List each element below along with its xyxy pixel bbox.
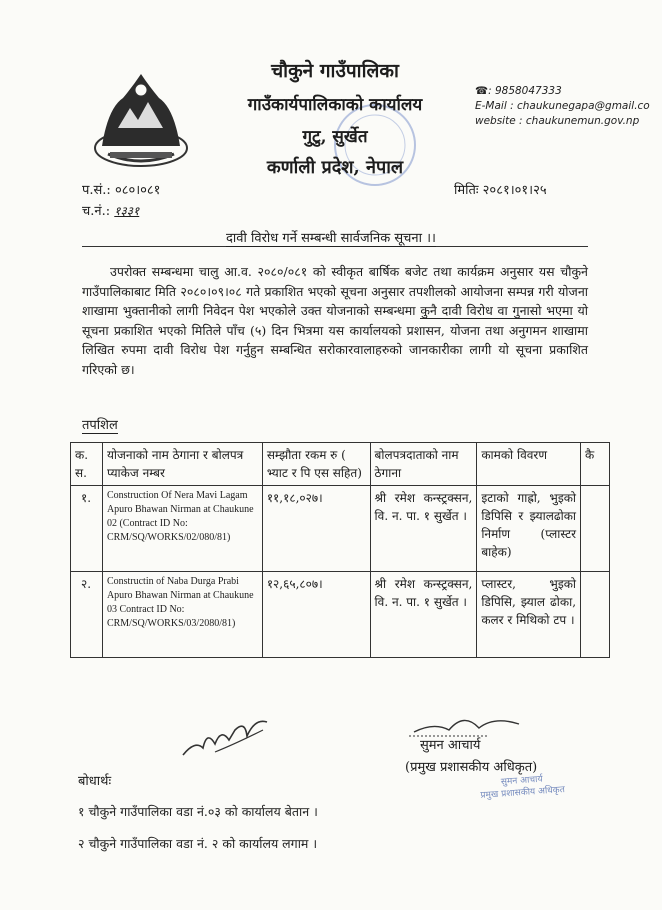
cc-item: १ चौकुने गाउँपालिका वडा नं.०३ को कार्यालय बेतान । <box>78 804 318 819</box>
body-text-underlined: कुनै दावी विरोध वा गुनासो भएमा <box>420 303 573 318</box>
notice-date: मितिः २०८१।०१।२५ <box>454 183 547 198</box>
cc-item: २ चौकुने गाउँपालिका वडा नं. २ को कार्यालय लगाम । <box>78 836 318 851</box>
cell-amount: ११,१८,०२७। <box>262 486 370 572</box>
cell-remark <box>581 572 610 658</box>
col-header-sn: क. स. <box>71 443 103 486</box>
col-header-remark: कै <box>581 443 610 486</box>
chalani-number <box>82 201 139 219</box>
contact-block <box>475 84 655 129</box>
cell-sn: २. <box>71 572 103 658</box>
header-province: कर्णाली प्रदेश, नेपाल <box>266 157 404 178</box>
table-row <box>71 572 610 658</box>
signatory-name: सुमन आचार्य <box>420 738 481 753</box>
table-row <box>71 486 610 572</box>
body-text-1: उपरोक्त सम्बन्धमा चालु आ.व. २०८०/०८१ को स्वीकृत बार्षिक बजेट तथा कार्यक्रम अनुसार यस चौकुने गाउँपालिकाबाट मिति २०८०।०९।०८ गते प्रकाशित भएको सूचना अनुसार तपशीलको आयोजना सम्पन्न गरी योजना शाखामा भुक्तानीको लागी निवेदन पेश भएकोले उक्त योजनाको सम्बन्धमा <box>82 264 588 318</box>
cell-project: Constructin of Naba Durga Prabi Apuro Bhawan Nirman at Chaukune 03 Contract ID No: CRM/SQ/WORKS/03/2080/81) <box>102 572 262 658</box>
tapasil-heading <box>82 415 118 433</box>
cell-work: प्लास्टर, भुइको डिपिसि, झ्याल ढोका, कलर र मिथिको टप । <box>477 572 581 658</box>
cell-remark <box>581 486 610 572</box>
phone-number: ☎: 9858047333 <box>475 85 562 97</box>
project-table <box>70 442 610 658</box>
tapasil-text: तपशिल <box>82 418 118 433</box>
header-office: गाउँकार्यपालिकाको कार्यालय <box>247 95 423 115</box>
stamp-name: सुमन आचार्य <box>500 774 544 788</box>
cell-sn: १. <box>71 486 103 572</box>
notice-title <box>0 228 662 246</box>
signatory-stamp <box>479 772 565 802</box>
cell-project: Construction Of Nera Mavi Lagam Apuro Bhawan Nirman at Chaukune 02 (Contract ID No: CRM/SQ/WORKS/02/080/81) <box>102 486 262 572</box>
handwritten-signature <box>175 700 275 770</box>
notice-title-text: दावी विरोध गर्ने सम्बन्धी सार्वजनिक सूचना ।। <box>226 231 436 246</box>
cell-bidder: श्री रमेश कन्स्ट्रक्सन, वि. न. पा. १ सुर्खेत । <box>370 486 477 572</box>
stamp-role: प्रमुख प्रशासकीय अधिकृत <box>480 785 566 801</box>
website: website : chaukunemun.gov.np <box>475 115 640 127</box>
cell-bidder: श्री रमेश कन्स्ट्रक्सन, वि. न. पा. १ सुर्खेत । <box>370 572 477 658</box>
notice-body <box>82 262 588 379</box>
col-header-amount: सम्झौता रकम रु ( भ्याट र पि एस सहित) <box>262 443 370 486</box>
chalani-label: च.नं.: <box>82 204 111 219</box>
body-text-2: यो सूचना प्रकाशित भएको मितिले पाँच (५) दिन भित्रमा यस कार्यालयको प्रशासन, योजना तथा अनुगमन शाखामा लिखित रुपमा दावी विरोध पेश गर्नुहुन सम्बन्धित सरोकारवालाहरुको जानकारीका लागी यो सूचना प्रकाशित गरिएको छ। <box>82 303 588 377</box>
col-header-project: योजनाको नाम ठेगाना र बोलपत्र प्याकेज नम्बर <box>102 443 262 486</box>
col-header-bidder: बोलपत्रदाताको नाम ठेगाना <box>370 443 477 486</box>
chalani-value: १३३१ <box>114 204 140 218</box>
col-header-work: कामको विवरण <box>477 443 581 486</box>
email-address: E-Mail : chaukunegapa@gmail.co <box>475 100 650 112</box>
header-address: गुटु, सुर्खेत <box>302 127 368 147</box>
bodhartha-label: बोधार्थः <box>78 774 112 789</box>
patra-sankhya: प.सं.: ०८०।०८१ <box>82 183 161 198</box>
signatory-role: (प्रमुख प्रशासकीय अधिकृत) <box>405 760 538 775</box>
cell-amount: १२,६५,८०७। <box>262 572 370 658</box>
cell-work: इटाको गाह्रो, भुइको डिपिसि र झ्यालढोका निर्माण (प्लास्टर बाहेक) <box>477 486 581 572</box>
header-municipality: चौकुने गाउँपालिका <box>271 60 399 82</box>
table-header-row <box>71 443 610 486</box>
